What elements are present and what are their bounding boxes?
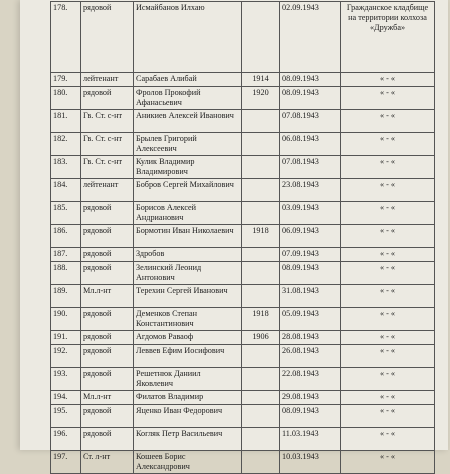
burial-place: « - « (341, 110, 435, 133)
soldier-name: Исмайбанов Илхаю (134, 2, 242, 73)
military-rank: рядовой (81, 428, 134, 451)
soldier-name: Когляк Петр Васильевич (134, 428, 242, 451)
soldier-name: Деменков Степан Константинович (134, 308, 242, 331)
table-row (51, 156, 435, 179)
burial-place: « - « (341, 308, 435, 331)
burial-place: « - « (341, 368, 435, 391)
row-number: 188. (51, 262, 81, 285)
death-date: 26.08.1943 (280, 345, 341, 368)
soldier-name: Фролов Прокофий Афанасьевич (134, 87, 242, 110)
military-rank: рядовой (81, 345, 134, 368)
death-date: 07.09.1943 (280, 248, 341, 262)
soldier-name: Леввев Ефим Иосифович (134, 345, 242, 368)
military-rank: рядовой (81, 248, 134, 262)
military-rank: рядовой (81, 262, 134, 285)
soldier-name: Аникиев Алексей Иванович (134, 110, 242, 133)
death-date: 07.08.1943 (280, 110, 341, 133)
row-number: 190. (51, 308, 81, 331)
row-number: 189. (51, 285, 81, 308)
birth-year (242, 110, 280, 133)
soldier-name: Филатов Владимир (134, 391, 242, 405)
table-row (51, 262, 435, 285)
military-rank: рядовой (81, 2, 134, 73)
table-row (51, 308, 435, 331)
birth-year (242, 179, 280, 202)
row-number: 187. (51, 248, 81, 262)
military-rank: Мл.л-нт (81, 285, 134, 308)
table-row (51, 87, 435, 110)
burial-place: « - « (341, 133, 435, 156)
row-number: 192. (51, 345, 81, 368)
death-date: 11.03.1943 (280, 428, 341, 451)
birth-year (242, 202, 280, 225)
burial-place: « - « (341, 248, 435, 262)
soldier-name: Яценко Иван Федорович (134, 405, 242, 428)
military-rank: Мл.л-нт (81, 391, 134, 405)
birth-year: 1914 (242, 73, 280, 87)
death-date: 05.09.1943 (280, 308, 341, 331)
death-date: 23.08.1943 (280, 179, 341, 202)
death-date: 08.09.1943 (280, 262, 341, 285)
soldier-name: Агдомов Раваоф (134, 331, 242, 345)
row-number: 183. (51, 156, 81, 179)
military-rank: лейтенант (81, 179, 134, 202)
document-page (20, 0, 448, 471)
row-number: 181. (51, 110, 81, 133)
row-number: 194. (51, 391, 81, 405)
military-rank: рядовой (81, 405, 134, 428)
table-row (51, 110, 435, 133)
burial-place: « - « (341, 73, 435, 87)
row-number: 184. (51, 179, 81, 202)
death-date: 28.08.1943 (280, 331, 341, 345)
burial-place: « - « (341, 87, 435, 110)
soldier-name: Бобров Сергей Михайлович (134, 179, 242, 202)
row-number: 180. (51, 87, 81, 110)
burial-place: Гражданское кладбище на территории колхоза «Дружба» (341, 2, 435, 73)
death-date: 10.03.1943 (280, 451, 341, 474)
table-row (51, 391, 435, 405)
soldier-name: Здробов (134, 248, 242, 262)
birth-year (242, 345, 280, 368)
birth-year (242, 368, 280, 391)
death-date: 29.08.1943 (280, 391, 341, 405)
soldier-name: Брылев Григорий Алексеевич (134, 133, 242, 156)
table-row (51, 405, 435, 428)
birth-year (242, 248, 280, 262)
soldier-name: Зелинский Леонид Антонович (134, 262, 242, 285)
military-rank: Гв. Ст. с-нт (81, 156, 134, 179)
military-rank: рядовой (81, 331, 134, 345)
table-row (51, 248, 435, 262)
birth-year: 1918 (242, 225, 280, 248)
burial-place: « - « (341, 225, 435, 248)
birth-year (242, 405, 280, 428)
table-row (51, 345, 435, 368)
burial-place: « - « (341, 405, 435, 428)
row-number: 195. (51, 405, 81, 428)
burial-place: « - « (341, 285, 435, 308)
death-date: 06.08.1943 (280, 133, 341, 156)
birth-year (242, 156, 280, 179)
row-number: 178. (51, 2, 81, 73)
row-number: 193. (51, 368, 81, 391)
row-number: 186. (51, 225, 81, 248)
burial-place: « - « (341, 391, 435, 405)
table-row (51, 133, 435, 156)
burial-place: « - « (341, 202, 435, 225)
death-date: 08.09.1943 (280, 73, 341, 87)
row-number: 191. (51, 331, 81, 345)
military-rank: Гв. Ст. с-нт (81, 110, 134, 133)
death-date: 31.08.1943 (280, 285, 341, 308)
birth-year: 1920 (242, 87, 280, 110)
birth-year: 1906 (242, 331, 280, 345)
soldier-name: Решетнюк Даниил Яковлевич (134, 368, 242, 391)
birth-year: 1918 (242, 308, 280, 331)
row-number: 185. (51, 202, 81, 225)
table-row (51, 428, 435, 451)
burial-place: « - « (341, 156, 435, 179)
death-date: 03.09.1943 (280, 202, 341, 225)
birth-year (242, 133, 280, 156)
burial-place: « - « (341, 451, 435, 474)
military-rank: рядовой (81, 225, 134, 248)
table-row (51, 225, 435, 248)
soldier-name: Кулик Владимир Владимирович (134, 156, 242, 179)
birth-year (242, 391, 280, 405)
birth-year (242, 428, 280, 451)
death-date: 22.08.1943 (280, 368, 341, 391)
table-row (51, 73, 435, 87)
burial-place: « - « (341, 179, 435, 202)
military-rank: Гв. Ст. с-нт (81, 133, 134, 156)
table-row (51, 368, 435, 391)
table-row (51, 2, 435, 73)
death-date: 07.08.1943 (280, 156, 341, 179)
military-rank: Ст. л-нт (81, 451, 134, 474)
birth-year (242, 285, 280, 308)
burial-place: « - « (341, 262, 435, 285)
death-date: 08.09.1943 (280, 87, 341, 110)
row-number: 182. (51, 133, 81, 156)
row-number: 197. (51, 451, 81, 474)
death-date: 06.09.1943 (280, 225, 341, 248)
row-number: 179. (51, 73, 81, 87)
military-rank: рядовой (81, 368, 134, 391)
military-rank: лейтенант (81, 73, 134, 87)
table-row (51, 179, 435, 202)
burial-place: « - « (341, 331, 435, 345)
table-row (51, 202, 435, 225)
birth-year (242, 451, 280, 474)
soldier-name: Бормотин Иван Николаевич (134, 225, 242, 248)
soldier-name: Борисов Алексей Андрианович (134, 202, 242, 225)
table-row (51, 451, 435, 474)
roster-body (51, 2, 435, 474)
soldier-name: Терехин Сергей Иванович (134, 285, 242, 308)
burial-place: « - « (341, 345, 435, 368)
burial-place: « - « (341, 428, 435, 451)
death-date: 08.09.1943 (280, 405, 341, 428)
row-number: 196. (51, 428, 81, 451)
burial-roster-table (50, 1, 435, 474)
military-rank: рядовой (81, 87, 134, 110)
soldier-name: Сарабаев Алибай (134, 73, 242, 87)
military-rank: рядовой (81, 202, 134, 225)
birth-year (242, 2, 280, 73)
death-date: 02.09.1943 (280, 2, 341, 73)
soldier-name: Кошеев Борис Александрович (134, 451, 242, 474)
table-row (51, 331, 435, 345)
military-rank: рядовой (81, 308, 134, 331)
birth-year (242, 262, 280, 285)
table-row (51, 285, 435, 308)
